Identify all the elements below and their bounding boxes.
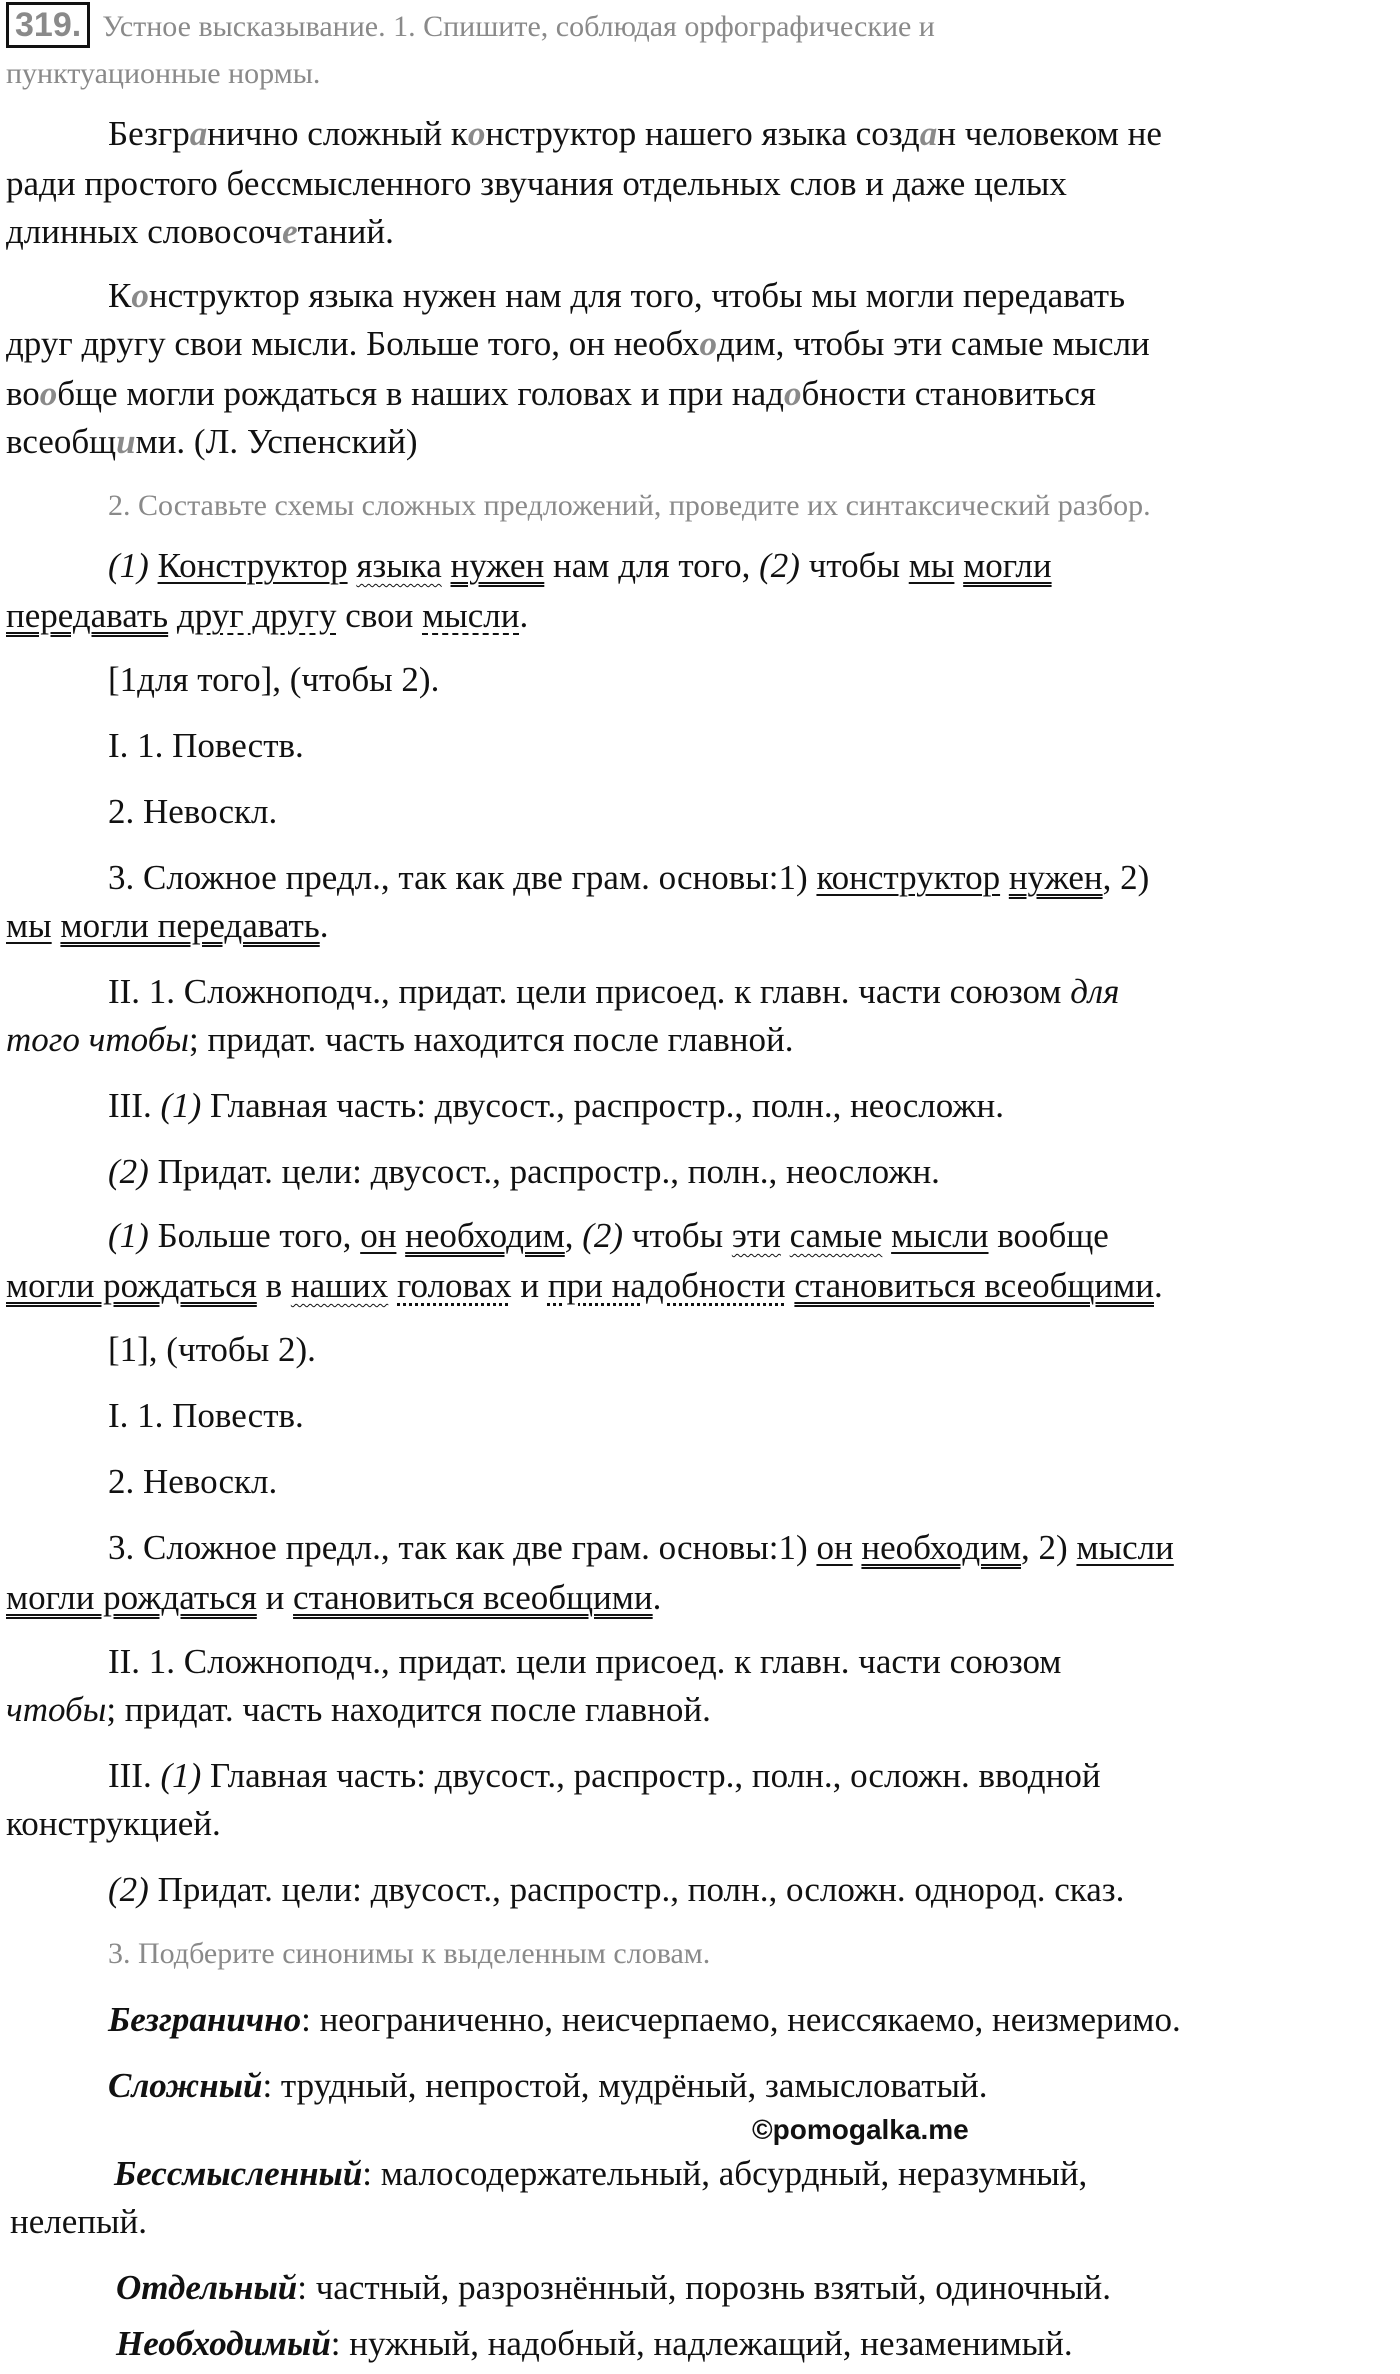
synonym-row: Необходимый: нужный, надобный, надлежащий, незаменимый. <box>116 2324 1073 2363</box>
para2-line3: вообще могли рождаться в наших головах и при надобности становиться <box>6 374 1096 413</box>
synonym-row: Отдельный: частный, разрознённый, порознь взятый, одиночный. <box>116 2268 1111 2307</box>
s1-analysis-1: I. 1. Повеств. <box>108 726 304 765</box>
s2-analysis-II: II. 1. Сложноподч., придат. цели присоед. к главн. части союзом <box>108 1642 1062 1681</box>
para1-line2: ради простого бессмысленного звучания отдельных слов и даже целых <box>6 164 1067 203</box>
s2-analysis-2: 2. Невоскл. <box>108 1462 278 1501</box>
synonym-row: Безгранично: неограниченно, неисчерпаемо, неиссякаемо, неизмеримо. <box>108 2000 1181 2039</box>
para2-line1: Конструктор языка нужен нам для того, чтобы мы могли передавать <box>108 276 1126 315</box>
para2-line4: всеобщими. (Л. Успенский) <box>6 422 418 461</box>
para1-line1: Безгранично сложный конструктор нашего языка создан человеком не <box>108 114 1162 153</box>
task1-header-cont: пунктуационные нормы. <box>6 57 321 90</box>
synonym-row: Бессмысленный: малосодержательный, абсурдный, неразумный, <box>114 2154 1088 2193</box>
s2-analysis-3: 3. Сложное предл., так как две грам. основы:1) он необходим, 2) мысли <box>108 1528 1174 1567</box>
s1-analysis-III-2: (2) Придат. цели: двусост., распростр., полн., неосложн. <box>108 1152 940 1191</box>
para2-line2: друг другу свои мысли. Больше того, он необходим, чтобы эти самые мысли <box>6 324 1150 363</box>
s2-scheme: [1], (чтобы 2). <box>108 1330 316 1369</box>
exercise-number: 319. <box>6 2 90 48</box>
s1-analysis-2: 2. Невоскл. <box>108 792 278 831</box>
task2-header: 2. Составьте схемы сложных предложений, проведите их синтаксический разбор. <box>108 489 1151 522</box>
s2-analysis-III-1: III. (1) Главная часть: двусост., распростр., полн., осложн. вводной <box>108 1756 1101 1795</box>
task3-header: 3. Подберите синонимы к выделенным словам. <box>108 1937 711 1970</box>
s1-analysis-3-cont: мы могли передавать. <box>6 906 329 945</box>
s2-analysis-1: I. 1. Повеств. <box>108 1396 304 1435</box>
synonym-row-cont: нелепый. <box>10 2202 147 2241</box>
s2-analysis-II-cont: чтобы; придат. часть находится после главной. <box>6 1690 711 1729</box>
s1-analysis-II: II. 1. Сложноподч., придат. цели присоед. к главн. части союзом для <box>108 972 1120 1011</box>
s1-analysis-III-1: III. (1) Главная часть: двусост., распростр., полн., неосложн. <box>108 1086 1004 1125</box>
s2-analysis-III-2: (2) Придат. цели: двусост., распростр., полн., осложн. однород. сказ. <box>108 1870 1125 1909</box>
s2-analysis-III-1-cont: конструкцией. <box>6 1804 221 1843</box>
s2-analysis-3-cont: могли рождаться и становиться всеобщими. <box>6 1578 662 1617</box>
s2-line2: могли рождаться в наших головах и при надобности становиться всеобщими. <box>6 1266 1163 1305</box>
s1-line2: передавать друг другу свои мысли. <box>6 596 529 635</box>
s1-line1: (1) Конструктор языка нужен нам для того, (2) чтобы мы могли <box>108 546 1052 585</box>
s1-analysis-II-cont: того чтобы; придат. часть находится после главной. <box>6 1020 794 1059</box>
watermark: ©pomogalka.me <box>752 2114 969 2145</box>
task1-header: 319. Устное высказывание. 1. Спишите, соблюдая орфографические и <box>6 2 935 51</box>
s1-analysis-3: 3. Сложное предл., так как две грам. основы:1) конструктор нужен, 2) <box>108 858 1150 897</box>
synonym-row: Сложный: трудный, непростой, мудрёный, замысловатый. <box>108 2066 988 2105</box>
para1-line3: длинных словосочетаний. <box>6 212 394 251</box>
s2-line1: (1) Больше того, он необходим, (2) чтобы эти самые мысли вообще <box>108 1216 1109 1255</box>
s1-scheme: [1для того], (чтобы 2). <box>108 660 440 699</box>
